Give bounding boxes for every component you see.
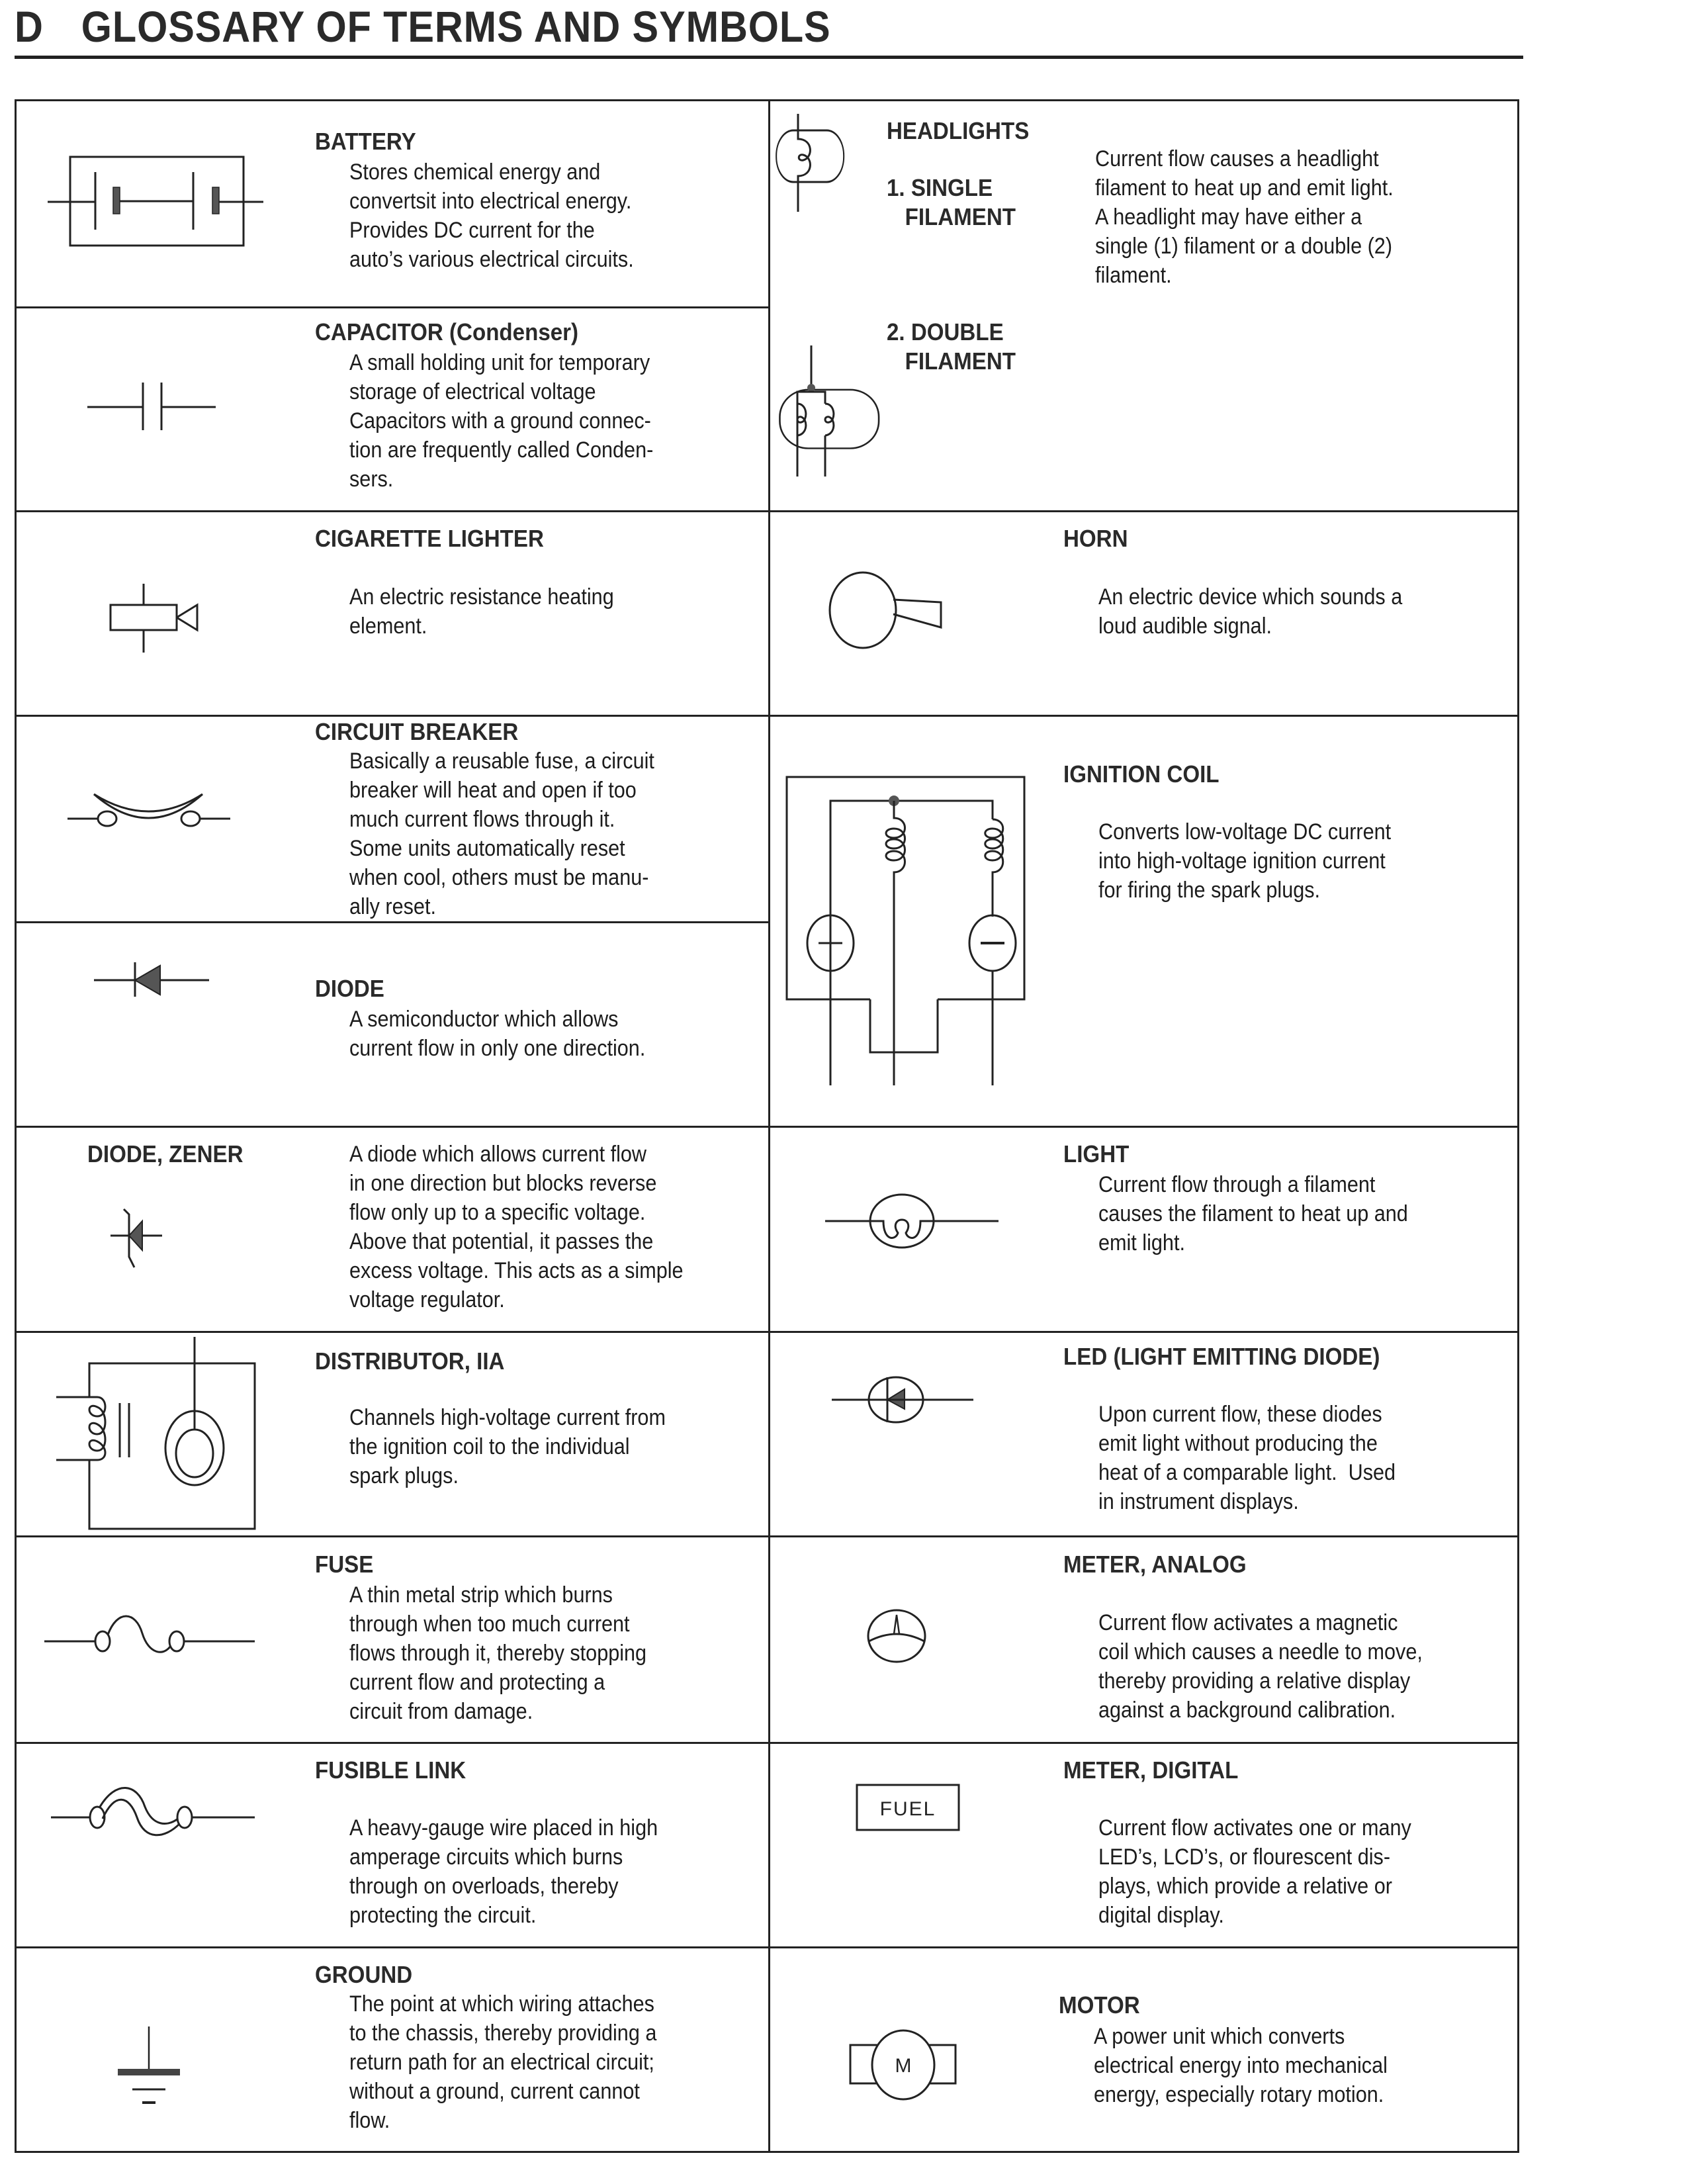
row-divider <box>15 1331 770 1333</box>
row-divider <box>768 715 1519 717</box>
term-label: LED (LIGHT EMITTING DIODE) <box>1063 1343 1380 1370</box>
fuse-icon <box>43 1608 268 1661</box>
term-description: An electric resistance heating element. <box>349 584 614 639</box>
headlight-single-filament-icon <box>771 113 857 218</box>
row-divider <box>768 1535 1519 1537</box>
row-divider <box>15 1742 770 1744</box>
row-divider <box>15 1946 770 1948</box>
term-label: DIODE, ZENER <box>87 1140 244 1167</box>
term-description: An electric device which sounds a loud audible signal. <box>1098 584 1403 639</box>
term-description: A small holding unit for temporary storage of electrical voltage Capacitors with a ground connec- tion are frequently called Conden- sers. <box>349 350 654 492</box>
led-icon <box>830 1373 983 1426</box>
single-filament-label: 1. SINGLE FILAMENT <box>887 174 1016 230</box>
term-label: IGNITION COIL <box>1063 760 1220 788</box>
term-description: Current flow activates a magnetic coil which causes a needle to move, thereby providing a relative display against a background calibration. <box>1098 1610 1423 1723</box>
term-label: DIODE <box>315 975 384 1002</box>
row-divider <box>15 715 770 717</box>
term-label: CIGARETTE LIGHTER <box>315 525 544 552</box>
page-title <box>15 0 831 53</box>
term-description: A semiconductor which allows current flow in only one direction. <box>349 1007 646 1061</box>
row-divider <box>15 510 770 512</box>
term-label: METER, DIGITAL <box>1063 1756 1239 1784</box>
row-divider <box>15 921 770 923</box>
term-description: Upon current flow, these diodes emit light without producing the heat of a comparable light. Used in instrument displays. <box>1098 1402 1396 1514</box>
light-bulb-icon <box>824 1195 1002 1254</box>
term-label: LIGHT <box>1063 1140 1130 1167</box>
title-rule <box>15 56 1523 59</box>
row-divider <box>768 1331 1519 1333</box>
row-divider <box>15 1126 770 1128</box>
term-description: Channels high-voltage current from the ignition coil to the individual spark plugs. <box>349 1405 666 1488</box>
double-filament-label: 2. DOUBLE FILAMENT <box>887 318 1016 375</box>
term-description: A power unit which converts electrical energy into mechanical energy, especially rotary motion. <box>1094 2024 1388 2107</box>
term-description: A heavy-gauge wire placed in high amperage circuits which burns through on overloads, thereby protecting the circuit. <box>349 1815 658 1928</box>
term-description: The point at which wiring attaches to the chassis, thereby providing a return path for an electrical circuit; without a ground, current cannot flow. <box>349 1991 657 2133</box>
term-description: Basically a reusable fuse, a circuit breaker will heat and open if too much current flows through it. Some units automatically reset when cool, others must be manu- ally reset. <box>349 749 654 919</box>
zener-diode-icon <box>109 1208 189 1274</box>
section-letter: D <box>15 2 44 51</box>
term-label: MOTOR <box>1059 1991 1140 2019</box>
term-label: CAPACITOR (Condenser) <box>315 318 579 345</box>
term-label: FUSE <box>315 1551 374 1578</box>
diode-icon <box>93 960 212 999</box>
motor-label: M <box>895 2055 912 2077</box>
horn-icon <box>827 569 973 655</box>
term-label: GROUND <box>315 1961 413 1988</box>
cigarette-lighter-icon <box>106 582 205 655</box>
term-description: Stores chemical energy and convertsit into electrical energy. Provides DC current for the auto’s various electrical circuits. <box>349 159 634 272</box>
fusible-link-icon <box>50 1780 261 1846</box>
term-description: Converts low-voltage DC current into high-voltage ignition current for firing the spark plugs. <box>1098 819 1392 903</box>
term-label: HORN <box>1063 525 1128 552</box>
row-divider <box>15 306 770 308</box>
row-divider <box>768 510 1519 512</box>
term-description: A thin metal strip which burns through when too much current flows through it, thereby stopping current flow and protecting a circuit from damage. <box>349 1582 647 1724</box>
digital-meter-icon <box>854 1780 966 1840</box>
circuit-breaker-icon <box>66 788 238 834</box>
term-label: DISTRIBUTOR, IIA <box>315 1347 505 1375</box>
row-divider <box>768 1742 1519 1744</box>
motor-icon <box>847 2032 959 2111</box>
term-description: A diode which allows current flow in one direction but blocks reverse flow only up to a specific voltage. Above that potential, it passes the excess voltage. This acts as a simple voltage regulator. <box>349 1142 684 1312</box>
term-description: Current flow causes a headlight filament to heat up and emit light. A headlight may have either a single (1) filament or a double (2) filament. <box>1095 146 1394 288</box>
term-label: BATTERY <box>315 128 416 155</box>
term-description: Current flow through a filament causes the filament to heat up and emit light. <box>1098 1172 1408 1255</box>
distributor-icon <box>56 1337 275 1535</box>
term-description: Current flow activates one or many LED’s, LCD’s, or flourescent dis- plays, which provide a relative or digital display. <box>1098 1815 1411 1928</box>
analog-meter-icon <box>864 1607 930 1666</box>
term-label: CIRCUIT BREAKER <box>315 718 519 745</box>
ground-icon <box>112 2025 185 2118</box>
term-label: FUSIBLE LINK <box>315 1756 466 1784</box>
battery-icon <box>46 149 271 268</box>
ignition-coil-icon <box>784 774 1036 1066</box>
capacitor-icon <box>86 377 218 437</box>
section-title: GLOSSARY OF TERMS AND SYMBOLS <box>81 2 831 51</box>
headlight-double-filament-icon <box>777 344 910 483</box>
digital-meter-label: FUEL <box>879 1798 936 1820</box>
row-divider <box>15 1535 770 1537</box>
row-divider <box>768 1946 1519 1948</box>
term-label: HEADLIGHTS <box>887 117 1030 144</box>
row-divider <box>768 1126 1519 1128</box>
term-label: METER, ANALOG <box>1063 1551 1247 1578</box>
